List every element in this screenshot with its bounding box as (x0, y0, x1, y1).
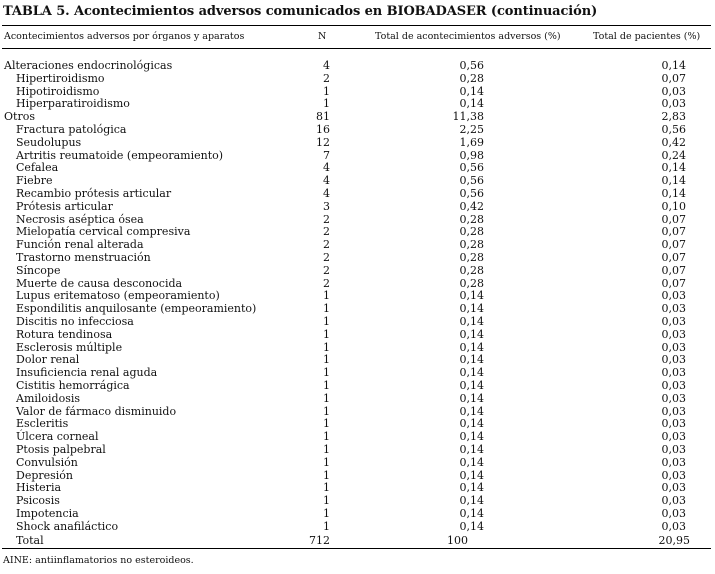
bottom-rule (2, 548, 711, 549)
row-label: Valor de fármaco disminuido (16, 404, 177, 418)
row-patients: 0,03 (661, 404, 686, 418)
row-events: 0,14 (459, 340, 484, 354)
total-events: 100 (447, 534, 468, 547)
table-row (0, 137, 715, 150)
row-n: 4 (323, 59, 330, 72)
row-n: 4 (323, 174, 330, 188)
row-label: Depresión (16, 468, 74, 482)
row-label: Otros (4, 110, 35, 124)
table-row (0, 444, 715, 457)
top-rule (2, 25, 711, 26)
table-row (0, 124, 715, 137)
row-label: Recambio prótesis articular (16, 186, 172, 200)
table-title: TABLA 5. Acontecimientos adversos comunicados en BIOBADASER (continuación) (3, 4, 598, 19)
row-events: 0,28 (459, 276, 484, 290)
row-n: 1 (323, 494, 330, 508)
row-label: Hiperparatiroidismo (16, 97, 130, 111)
table-row (0, 188, 715, 201)
row-n: 2 (323, 250, 330, 264)
row-events: 0,42 (459, 199, 484, 213)
row-n: 3 (323, 199, 330, 213)
row-label: Necrosis aséptica ósea (16, 212, 144, 226)
row-label: Discitis no infecciosa (16, 314, 134, 328)
row-patients: 0,03 (661, 430, 686, 444)
header-rule (2, 48, 711, 49)
row-label: Fractura patológica (16, 122, 127, 136)
row-label: Dolor renal (16, 353, 80, 367)
row-n: 1 (323, 327, 330, 341)
row-n: 1 (323, 302, 330, 316)
row-patients: 0,03 (661, 468, 686, 482)
row-events: 0,98 (459, 148, 484, 162)
row-label: Espondilitis anquilosante (empeoramiento) (16, 302, 257, 316)
row-n: 1 (323, 340, 330, 354)
footnote: AINE: antiinflamatorios no esteroideos. (3, 555, 194, 566)
row-label: Fiebre (16, 174, 53, 188)
row-label: Cefalea (16, 161, 59, 175)
row-events: 0,14 (459, 494, 484, 508)
row-events: 0,14 (459, 468, 484, 482)
row-events: 0,28 (459, 225, 484, 239)
row-events: 0,14 (459, 506, 484, 520)
row-events: 0,28 (459, 250, 484, 264)
row-events: 0,14 (459, 84, 484, 98)
row-patients: 0,10 (661, 199, 686, 213)
row-patients: 0,03 (661, 340, 686, 354)
row-events: 0,14 (459, 430, 484, 444)
row-n: 1 (323, 506, 330, 520)
row-n: 1 (323, 378, 330, 392)
table-row (0, 380, 715, 393)
table-row (0, 482, 715, 495)
row-label: Hipertiroidismo (16, 71, 105, 85)
row-n: 1 (323, 84, 330, 98)
row-events: 0,56 (459, 174, 484, 188)
row-patients: 0,07 (661, 71, 686, 85)
row-patients: 0,07 (661, 276, 686, 290)
row-patients: 0,03 (661, 366, 686, 380)
row-events: 0,14 (459, 289, 484, 303)
row-events: 0,14 (459, 366, 484, 380)
row-n: 1 (323, 97, 330, 111)
row-n: 1 (323, 353, 330, 367)
table-row (0, 60, 715, 73)
row-label: Alteraciones endocrinológicas (4, 59, 173, 72)
row-patients: 0,03 (661, 314, 686, 328)
row-events: 0,28 (459, 263, 484, 277)
table-row (0, 162, 715, 175)
table-row (0, 470, 715, 483)
row-events: 0,14 (459, 519, 484, 533)
row-n: 7 (323, 148, 330, 162)
table-row (0, 316, 715, 329)
total-row (0, 535, 715, 548)
row-patients: 0,14 (661, 161, 686, 175)
row-events: 0,14 (459, 481, 484, 495)
row-events: 0,14 (459, 327, 484, 341)
row-label: Artritis reumatoide (empeoramiento) (16, 148, 224, 162)
row-patients: 0,03 (661, 327, 686, 341)
row-label: Histeria (16, 481, 62, 495)
table-row (0, 495, 715, 508)
row-events: 0,14 (459, 353, 484, 367)
row-patients: 2,83 (661, 110, 686, 124)
row-label: Esclerosis múltiple (16, 340, 123, 354)
total-patients: 20,95 (658, 534, 690, 547)
row-patients: 0,03 (661, 455, 686, 469)
row-events: 0,28 (459, 71, 484, 85)
row-events: 0,56 (459, 186, 484, 200)
table-row (0, 393, 715, 406)
row-patients: 0,42 (661, 135, 686, 149)
row-label: Hipotiroidismo (16, 84, 100, 98)
row-patients: 0,14 (661, 186, 686, 200)
row-label: Úlcera corneal (16, 430, 99, 444)
row-n: 2 (323, 276, 330, 290)
row-n: 81 (316, 110, 330, 124)
row-patients: 0,07 (661, 263, 686, 277)
row-n: 1 (323, 366, 330, 380)
table-row (0, 367, 715, 380)
row-patients: 0,56 (661, 122, 686, 136)
row-n: 1 (323, 442, 330, 456)
row-events: 0,14 (459, 442, 484, 456)
row-patients: 0,14 (661, 59, 686, 72)
row-n: 1 (323, 481, 330, 495)
header-label: Acontecimientos adversos por órganos y aparatos (4, 31, 245, 42)
row-patients: 0,24 (661, 148, 686, 162)
row-patients: 0,03 (661, 97, 686, 111)
row-label: Insuficiencia renal aguda (16, 366, 158, 380)
row-events: 0,28 (459, 212, 484, 226)
row-events: 0,56 (459, 161, 484, 175)
table-row (0, 201, 715, 214)
row-label: Shock anafiláctico (16, 519, 119, 533)
row-n: 4 (323, 186, 330, 200)
row-events: 11,38 (452, 110, 484, 124)
row-label: Convulsión (16, 455, 78, 469)
row-patients: 0,03 (661, 378, 686, 392)
total-label: Total (16, 534, 44, 547)
row-label: Prótesis articular (16, 199, 113, 213)
row-n: 1 (323, 468, 330, 482)
table-row (0, 98, 715, 111)
header-patients: Total de pacientes (%) (593, 31, 701, 42)
row-label: Muerte de causa desconocida (16, 276, 183, 290)
row-label: Mielopatía cervical compresiva (16, 225, 191, 239)
table-row (0, 73, 715, 86)
row-label: Cistitis hemorrágica (16, 378, 130, 392)
row-events: 0,14 (459, 391, 484, 405)
row-patients: 0,07 (661, 238, 686, 252)
row-patients: 0,03 (661, 84, 686, 98)
row-n: 1 (323, 404, 330, 418)
row-events: 1,69 (459, 135, 484, 149)
row-n: 1 (323, 289, 330, 303)
row-patients: 0,03 (661, 353, 686, 367)
row-patients: 0,07 (661, 225, 686, 239)
table-row (0, 150, 715, 163)
row-n: 2 (323, 225, 330, 239)
row-label: Psicosis (16, 494, 60, 508)
row-patients: 0,14 (661, 174, 686, 188)
row-n: 1 (323, 417, 330, 431)
row-patients: 0,07 (661, 212, 686, 226)
table-row (0, 431, 715, 444)
row-n: 2 (323, 71, 330, 85)
row-patients: 0,03 (661, 494, 686, 508)
header-n: N (318, 31, 327, 42)
table-row (0, 457, 715, 470)
row-events: 0,28 (459, 238, 484, 252)
table-row (0, 252, 715, 265)
row-label: Trastorno menstruación (16, 250, 151, 264)
row-patients: 0,07 (661, 250, 686, 264)
row-label: Escleritis (16, 417, 69, 431)
row-patients: 0,03 (661, 289, 686, 303)
row-events: 0,14 (459, 97, 484, 111)
row-label: Impotencia (16, 506, 79, 520)
row-patients: 0,03 (661, 302, 686, 316)
header-events: Total de acontecimientos adversos (%) (375, 31, 561, 42)
row-label: Síncope (16, 263, 61, 277)
row-n: 12 (316, 135, 330, 149)
row-events: 0,14 (459, 302, 484, 316)
row-label: Lupus eritematoso (empeoramiento) (16, 289, 220, 303)
table-body (0, 60, 715, 533)
table-row (0, 342, 715, 355)
table-row (0, 418, 715, 431)
row-patients: 0,03 (661, 417, 686, 431)
row-patients: 0,03 (661, 481, 686, 495)
table-row (0, 521, 715, 534)
table-row (0, 265, 715, 278)
row-patients: 0,03 (661, 442, 686, 456)
row-n: 2 (323, 212, 330, 226)
total-n: 712 (309, 534, 330, 547)
row-label: Amiloidosis (16, 391, 81, 405)
row-patients: 0,03 (661, 519, 686, 533)
table-row (0, 508, 715, 521)
row-n: 1 (323, 430, 330, 444)
table-row (0, 329, 715, 342)
row-events: 0,14 (459, 378, 484, 392)
table-row (0, 406, 715, 419)
row-n: 16 (316, 122, 330, 136)
row-label: Seudolupus (16, 135, 82, 149)
row-events: 2,25 (459, 122, 484, 136)
row-n: 1 (323, 455, 330, 469)
row-events: 0,14 (459, 417, 484, 431)
row-n: 1 (323, 519, 330, 533)
row-n: 2 (323, 263, 330, 277)
row-events: 0,14 (459, 455, 484, 469)
row-n: 1 (323, 391, 330, 405)
row-n: 2 (323, 238, 330, 252)
row-label: Rotura tendinosa (16, 327, 113, 341)
row-events: 0,56 (459, 59, 484, 72)
row-n: 4 (323, 161, 330, 175)
row-label: Ptosis palpebral (16, 442, 106, 456)
row-patients: 0,03 (661, 506, 686, 520)
row-events: 0,14 (459, 404, 484, 418)
row-label: Función renal alterada (16, 238, 144, 252)
row-events: 0,14 (459, 314, 484, 328)
row-patients: 0,03 (661, 391, 686, 405)
row-n: 1 (323, 314, 330, 328)
